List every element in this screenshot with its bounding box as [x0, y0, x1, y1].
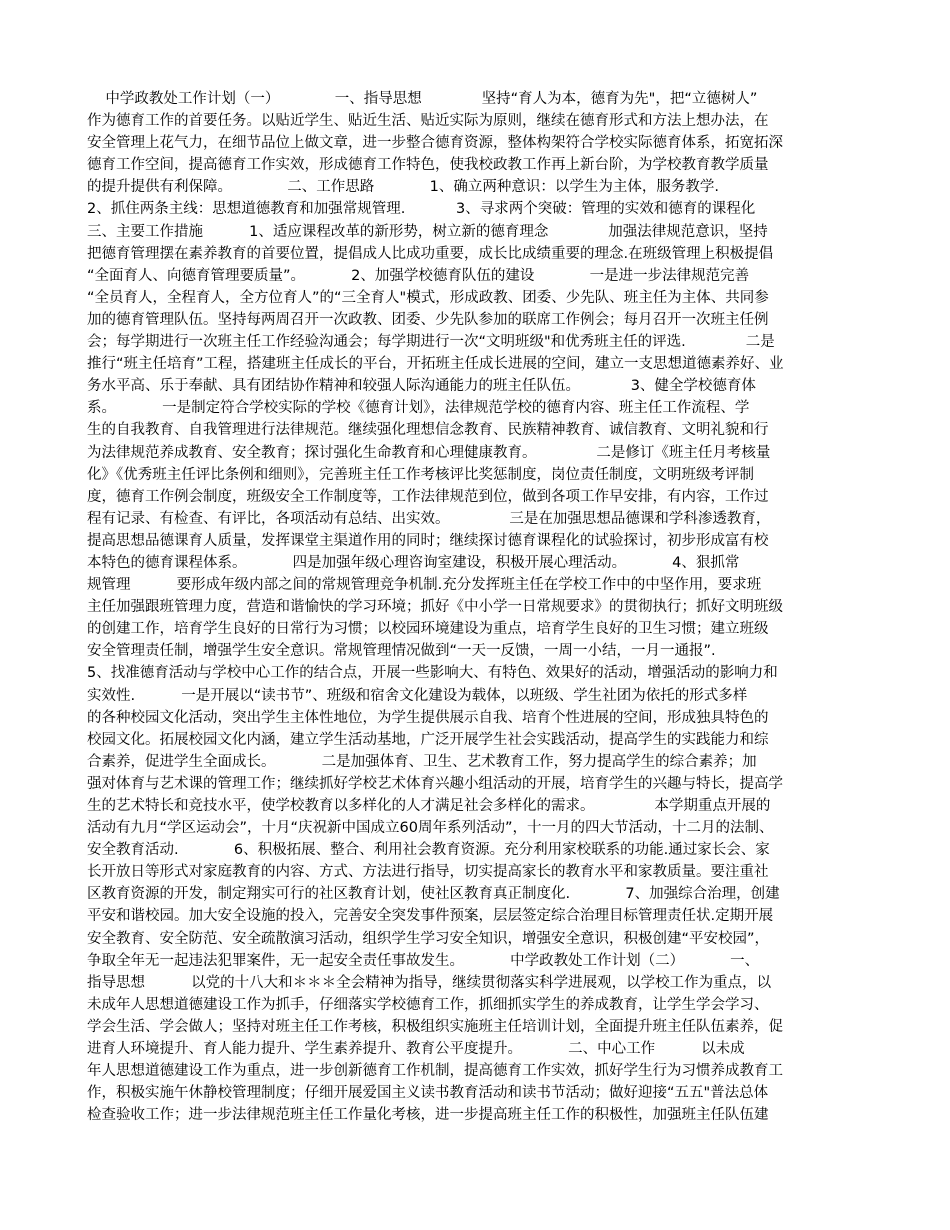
- text-line: 程有记录、有检查、有评比，各项活动有总结、出实效。 三是在加强思想品德课和学科渗透教育，: [87, 510, 771, 527]
- text-line: 年人思想道德建设工作为重点，进一步创新德育工作机制，提高德育工作实效，抓好学生行为习惯养成教育工: [87, 1063, 783, 1080]
- text-line: 安全管理上花气力，在细节品位上做文章，进一步整合德育资源，整体构架符合学校实际德育体系，拓宽拓深: [87, 135, 783, 152]
- text-line: 的提升提供有利保障。 二、工作思路 1、确立两种意识：以学生为主体，服务教学.: [87, 179, 719, 196]
- text-line: 强对体育与艺术课的管理工作；继续抓好学校艺术体育兴趣小组活动的开展，培育学生的兴趣与特长，提高学: [87, 775, 783, 792]
- text-line: 三、主要工作措施 1、适应课程改革的新形势，树立新的德育理念 加强法律规范意识，坚持: [87, 223, 768, 240]
- text-line: 活动有九月“学区运动会”，十月“庆祝新中国成立60周年系列活动”，十一月的四大节活动，十二月的法制、: [87, 820, 774, 837]
- text-line: 加的德育管理队伍。坚持每两周召开一次政教、团委、少先队参加的联席工作例会；每月召开一次班主任例: [87, 311, 769, 328]
- text-line: 检查验收工作；进一步法律规范班主任工作量化考核，进一步提高班主任工作的积极性，加强班主任队伍建: [87, 1107, 769, 1124]
- text-line: 务水平高、乐于奉献、具有团结协作精神和较强人际沟通能力的班主任队伍。 3、健全学校德育体: [87, 378, 756, 395]
- document-body: [87, 88, 865, 1126]
- text-line: 作，积极实施午休静校管理制度；仔细开展爱国主义读书教育活动和读书节活动；做好迎接“五五"普法总体: [87, 1085, 769, 1102]
- text-line: 作为德育工作的首要任务。以贴近学生、贴近生活、贴近实际为原则，继续在德育形式和方法上想办法，在: [87, 113, 769, 130]
- text-line: 会；每学期进行一次班主任工作经验沟通会；每学期进行一次“文明班级"和优秀班主任的评选. 二是: [87, 334, 775, 351]
- text-line: 中学政教处工作计划（一） 一、指导思想 坚持“育人为本，德育为先"，把“立德树人”: [87, 91, 758, 107]
- text-line: 为法律规范养成教育、安全教育；探讨强化生命教育和心理健康教育。 二是修订《班主任月考核量: [87, 444, 771, 461]
- text-line: “全面育人、向德育管理要质量”。 2、加强学校德育队伍的建设 一是进一步法律规范完善: [87, 267, 750, 284]
- text-line: 的创建工作，培育学生良好的日常行为习惯；以校园环境建设为重点，培育学生良好的卫生习惯；建立班级: [87, 621, 769, 638]
- text-line: 争取全年无一起违法犯罪案件，无一起安全责任事故发生。 中学政教处工作计划（二） 一、: [87, 952, 760, 969]
- text-line: 5、找准德育活动与学校中心工作的结合点，开展一些影响大、有特色、效果好的活动，增强活动的影响力和: [87, 665, 778, 682]
- text-line: 主任加强跟班管理力度，营造和谐愉快的学习环境；抓好《中小学一日常规要求》的贯彻执行；抓好文明班级: [87, 599, 783, 616]
- text-line: 校园文化。拓展校园文化内涵，建立学生活动基地，广泛开展学生社会实践活动，提高学生的实践能力和综: [87, 731, 769, 748]
- text-line: 把德育管理摆在素养教育的首要位置，提倡成人比成功重要，成长比成绩重要的理念.在班级管理上积极提倡: [87, 245, 774, 262]
- text-line: 学会生活、学会做人；坚持对班主任工作考核，积极组织实施班主任培训计划，全面提升班主任队伍素养，促: [87, 1018, 783, 1035]
- text-line: 德育工作空间，提高德育工作实效，形成德育工作特色，使我校政教工作再上新台阶，为学校教育教学质量: [87, 157, 769, 174]
- text-line: 生的艺术特长和竞技水平，使学校教育以多样化的人才满足社会多样化的需求。 本学期重点开展的: [87, 798, 771, 814]
- text-line: 指导思想 以党的十八大和＊＊＊全会精神为指导，继续贯彻落实科学进展观，以学校工作为重点，以: [87, 974, 772, 991]
- text-line: 合素养，促进学生全面成长。 二是加强体育、卫生、艺术教育工作，努力提高学生的综合素养；加: [87, 753, 757, 770]
- text-line: 安全管理责任制，增强学生安全意识。常规管理情况做到“一天一反馈，一周一小结，一月一通报”.: [87, 643, 716, 660]
- text-line: 生的自我教育、自我管理进行法律规范。继续强化理想信念教育、民族精神教育、诚信教育、文明礼貌和行: [87, 422, 769, 439]
- text-line: 的各种校园文化活动，突出学生主体性地位，为学生提供展示自我、培育个性进展的空间，形成独具特色的: [87, 709, 769, 726]
- text-line: 长开放日等形式对家庭教育的内容、方式、方法进行指导，切实提高家长的教育水平和家教质量。要注重社: [87, 864, 769, 881]
- text-line: 化》《优秀班主任评比条例和细则》，完善班主任工作考核评比奖惩制度，岗位责任制度，文明班级考评制: [87, 466, 754, 483]
- text-line: 实效性. 一是开展以“读书节”、班级和宿舍文化建设为载体，以班级、学生社团为依托的形式多样: [87, 687, 748, 704]
- text-line: 规管理 要形成年级内部之间的常规管理竞争机制.充分发挥班主任在学校工作中的中坚作用，要求班: [87, 577, 762, 594]
- text-line: 2、抓住两条主线：思想道德教育和加强常规管理. 3、寻求两个突破：管理的实效和德育的课程化: [87, 201, 756, 218]
- text-line: “全员育人，全程育人，全方位育人”的“三全育人"模式，形成政教、团委、少先队、班主任为主体、共同参: [87, 289, 769, 306]
- text-line: 提高思想品德课育人质量，发挥课堂主渠道作用的同时；继续探讨德育课程化的试验探讨，初步形成富有校: [87, 532, 769, 549]
- text-line: 区教育资源的开发，制定翔实可行的社区教育计划，使社区教育真正制度化. 7、加强综合治理，创建: [87, 886, 780, 903]
- text-line: 推行“班主任培育”工程，搭建班主任成长的平台，开拓班主任成长进展的空间，建立一支思想道德素养好、业: [87, 356, 784, 373]
- text-line: 度，德育工作例会制度，班级安全工作制度等，工作法律规范到位，做到各项工作早安排，有内容，工作过: [87, 488, 769, 505]
- text-line: 系。 一是制定符合学校实际的学校《德育计划》，法律规范学校的德育内容、班主任工作流程、学: [87, 400, 750, 417]
- text-line: 安全教育活动. 6、积极拓展、整合、利用社会教育资源。充分利用家校联系的功能.通过家长会、家: [87, 842, 770, 859]
- text-line: 进育人环境提升、育人能力提升、学生素养提升、教育公平度提升。 二、中心工作 以未成: [87, 1041, 745, 1058]
- text-line: 安全教育、安全防范、安全疏散演习活动，组织学生学习安全知识，增强安全意识，积极创建“平安校园”，: [87, 930, 770, 947]
- text-line: 本特色的德育课程体系。 四是加强年级心理咨询室建设，积极开展心理活动。 4、狠抓常: [87, 554, 740, 571]
- text-line: 未成年人思想道德建设工作为抓手，仔细落实学校德育工作，抓细抓实学生的养成教育，让学生学会学习、: [87, 996, 769, 1013]
- text-line: 平安和谐校园。加大安全设施的投入，完善安全突发事件预案，层层签定综合治理目标管理责任状.定期开展: [87, 908, 774, 925]
